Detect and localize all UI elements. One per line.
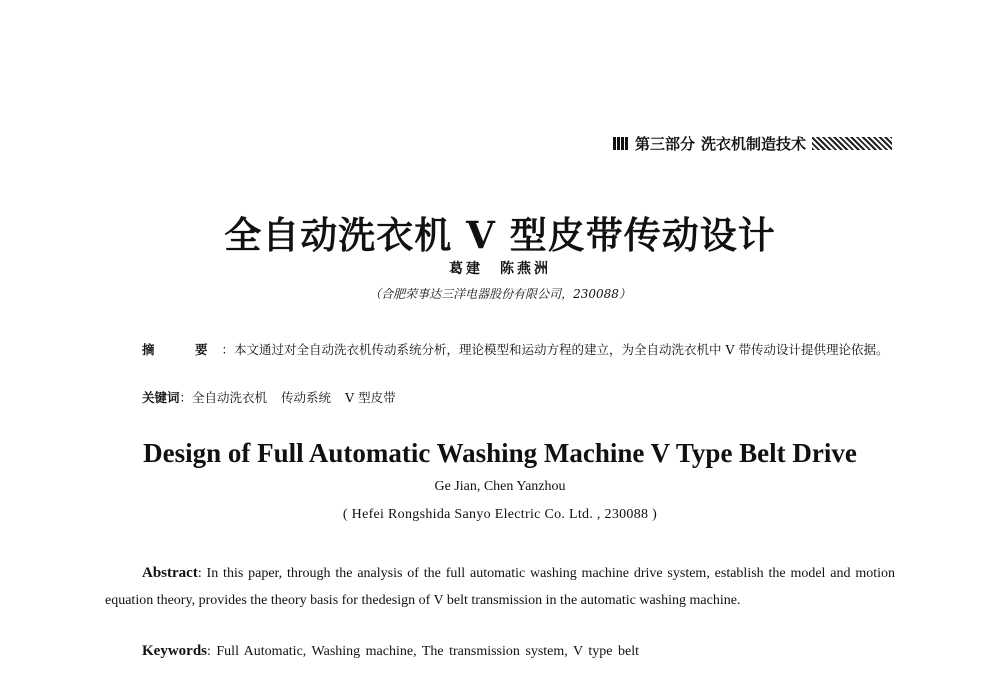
keyword-chinese: 传动系统 <box>281 390 332 405</box>
abstract-chinese-text: ：本文通过对全自动洗衣机传动系统分析，理论模型和运动方程的建立，为全自动洗衣机中 V 带传动设计提供理论依据。 <box>221 342 889 357</box>
running-header <box>613 133 892 154</box>
keyword-chinese: V 型皮带 <box>345 390 396 405</box>
abstract-chinese-label: 摘 要 <box>142 342 222 357</box>
header-marker-icon <box>613 137 629 150</box>
title-chinese: 全自动洗衣机 V 型皮带传动设计 <box>224 213 776 257</box>
affiliation-chinese: （合肥荣事达三洋电器股份有限公司，230088） <box>369 287 631 301</box>
keywords-english-label: Keywords <box>142 643 207 659</box>
header-topic: 洗衣机制造技术 <box>700 135 806 153</box>
keywords-english-text: : Full Automatic, Washing machine, The transmission system, V type belt <box>207 644 639 659</box>
abstract-chinese <box>105 338 895 361</box>
abstract-english <box>105 560 895 614</box>
keywords-english <box>142 643 639 660</box>
keywords-chinese: 关键词：全自动洗衣机 传动系统 V 型皮带 <box>142 390 396 405</box>
abstract-english-text: : In this paper, through the analysis of the full automatic washing machine drive system, establish the model and motion equation theory, provides the theory basis for thedesign of V belt transmission in the automatic washing machine. <box>105 566 895 608</box>
keywords-chinese-label: 关键词 <box>142 390 180 405</box>
header-pattern-icon <box>812 137 892 150</box>
affiliation-english: ( Hefei Rongshida Sanyo Electric Co. Ltd. , 230088 ) <box>342 507 658 522</box>
header-section: 第三部分 <box>634 135 695 153</box>
title-english: Design of Full Automatic Washing Machine V Type Belt Drive <box>143 438 857 468</box>
authors-english: Ge Jian, Chen Yanzhou <box>434 479 566 494</box>
authors-chinese: 葛建 陈燕洲 <box>449 261 551 277</box>
keyword-chinese: 全自动洗衣机 <box>192 390 268 405</box>
abstract-english-label: Abstract <box>142 565 198 581</box>
